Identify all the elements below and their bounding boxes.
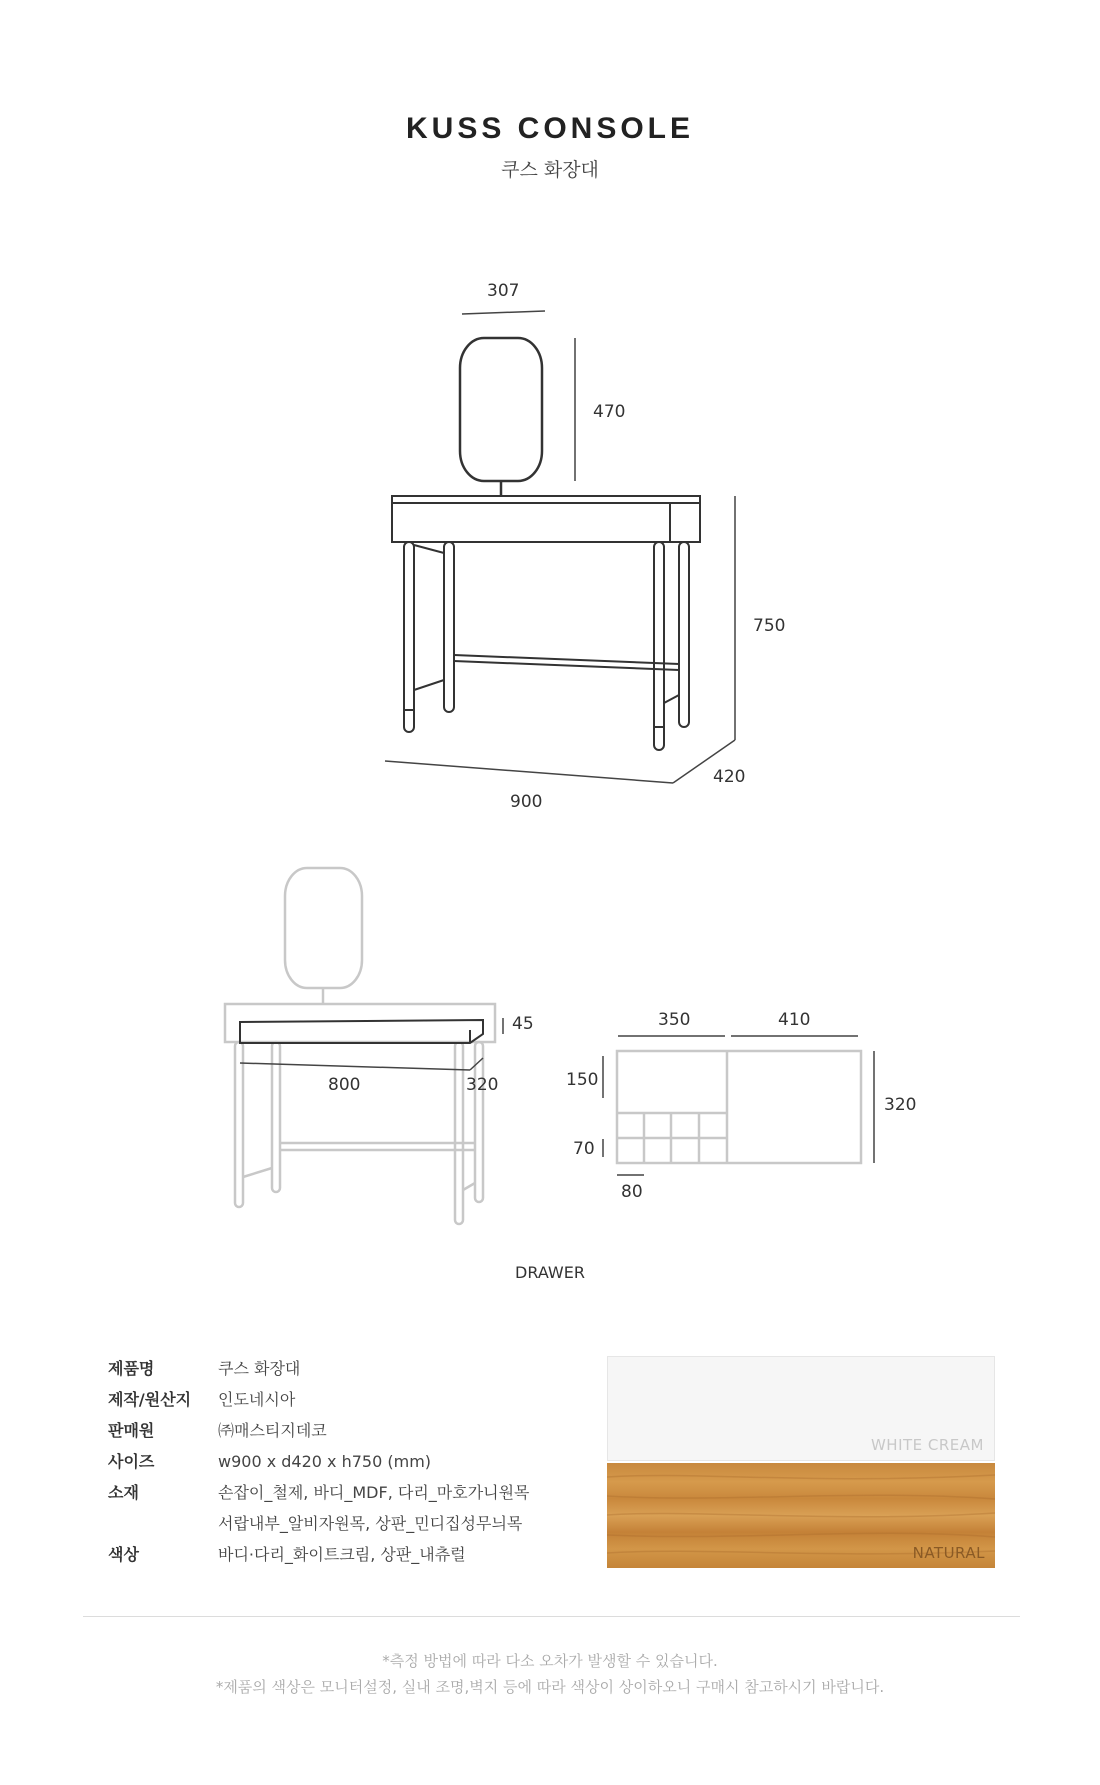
divider bbox=[83, 1616, 1020, 1617]
drawer-height-dim: 45 bbox=[512, 1014, 534, 1034]
drawer-highlight bbox=[240, 1020, 483, 1043]
swatch-label: NATURAL bbox=[912, 1544, 985, 1562]
spec-label: 판매원 bbox=[108, 1421, 155, 1440]
note-line-1: *측정 방법에 따라 다소 오차가 발생할 수 있습니다. bbox=[382, 1652, 718, 1670]
spec-label: 제품명 bbox=[108, 1359, 155, 1378]
product-subtitle: 쿠스 화장대 bbox=[501, 159, 599, 181]
spec-label: 소재 bbox=[108, 1483, 139, 1502]
compartment-left-width-dim: 350 bbox=[658, 1010, 691, 1030]
spec-label: 색상 bbox=[108, 1545, 139, 1564]
spec-label: 사이즈 bbox=[108, 1452, 155, 1471]
white-cream-swatch bbox=[607, 1356, 995, 1461]
depth-dim: 420 bbox=[713, 767, 746, 787]
upper-height-dim: 150 bbox=[566, 1070, 599, 1090]
lower-height-dim: 70 bbox=[573, 1139, 595, 1159]
spec-value: ㈜매스티지데코 bbox=[218, 1421, 327, 1440]
spec-value: 서랍내부_알비자원목, 상판_민디집성무늬목 bbox=[218, 1514, 523, 1533]
natural-swatch bbox=[607, 1463, 995, 1568]
drawer-label: DRAWER bbox=[515, 1263, 585, 1282]
width-dim: 900 bbox=[510, 792, 543, 812]
compartment-right-width-dim: 410 bbox=[778, 1010, 811, 1030]
note-line-2: *제품의 색상은 모니터설정, 실내 조명,벽지 등에 따라 색상이 상이하오니 구매시 참고하시기 바랍니다. bbox=[215, 1678, 885, 1696]
product-title: KUSS CONSOLE bbox=[405, 112, 695, 145]
spec-value: 손잡이_철제, 바디_MDF, 다리_마호가니원목 bbox=[218, 1483, 530, 1502]
small-cell-width-dim: 80 bbox=[621, 1182, 643, 1202]
inner-depth-dim: 320 bbox=[884, 1095, 917, 1115]
spec-value: 쿠스 화장대 bbox=[218, 1359, 301, 1378]
drawer-width-dim: 800 bbox=[328, 1075, 361, 1095]
swatch-label: WHITE CREAM bbox=[870, 1436, 984, 1454]
spec-value: w900 x d420 x h750 (mm) bbox=[218, 1452, 432, 1471]
height-dim: 750 bbox=[753, 616, 786, 636]
spec-value: 인도네시아 bbox=[218, 1390, 296, 1409]
mirror-height-dim: 470 bbox=[593, 402, 626, 422]
spec-value: 바디·다리_화이트크림, 상판_내츄럴 bbox=[218, 1545, 466, 1564]
spec-label: 제작/원산지 bbox=[108, 1390, 192, 1409]
drawer-depth-dim: 320 bbox=[466, 1075, 499, 1095]
mirror-width-dim: 307 bbox=[487, 281, 520, 301]
